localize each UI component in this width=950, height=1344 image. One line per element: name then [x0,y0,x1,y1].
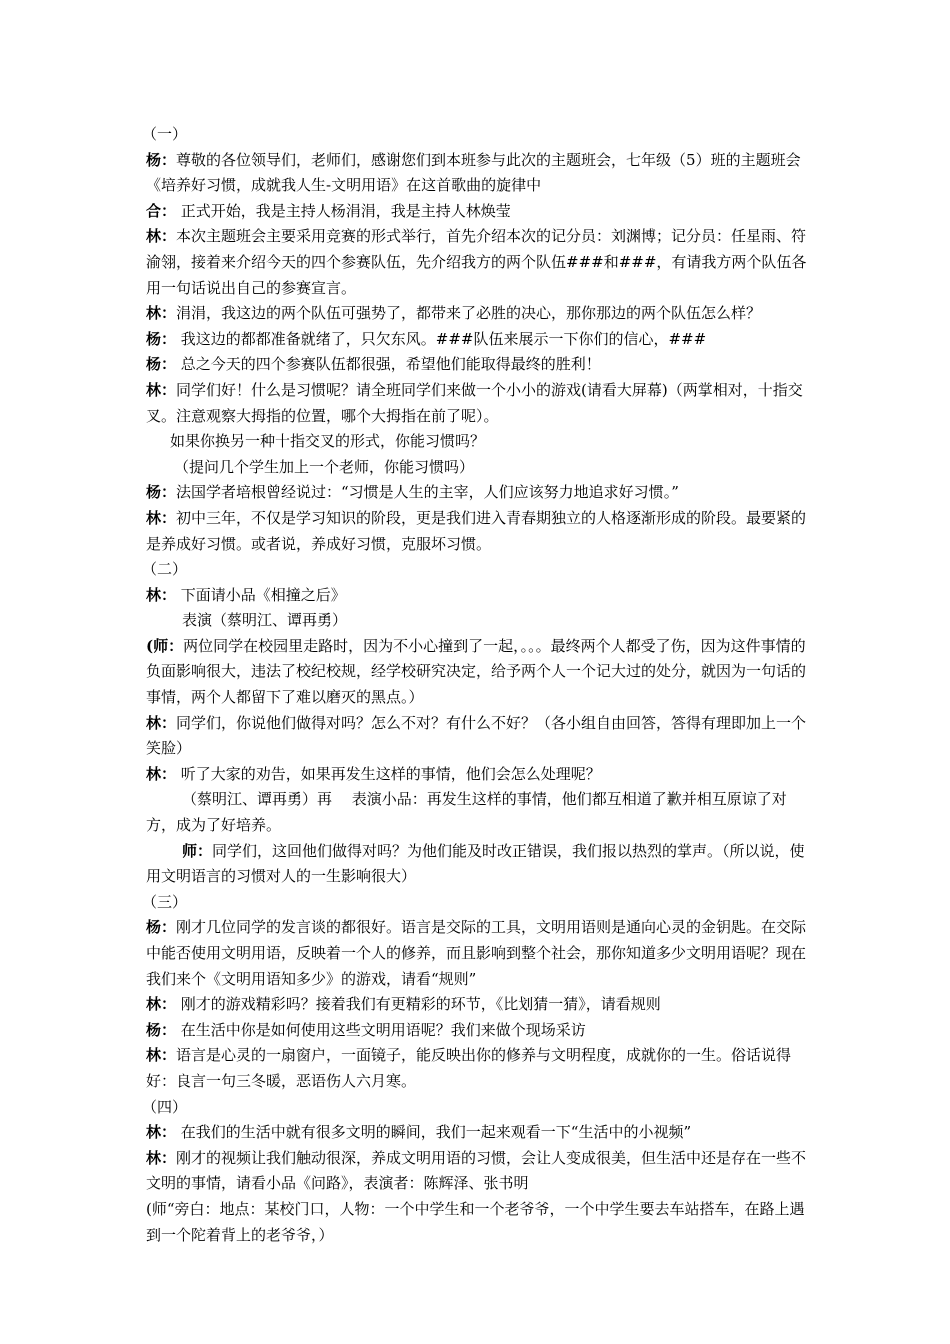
paragraph-text: 同学们，这回他们做得对吗？为他们能及时改正错误，我们报以热烈的掌声。（所以说，使用文明语言的习惯对人的一生影响很大） [146,841,805,886]
paragraph [146,480,814,506]
paragraph-text: （二） [142,560,188,579]
paragraph-text: 本次主题班会主要采用竞赛的形式举行，首先介绍本次的记分员：刘渊博；记分员：任星雨、符渝翎，接着来介绍今天的四个参赛队伍，先介绍我方的两个队伍###和###，有请我方两个队伍各用一句话说出自己的参赛宣言。 [146,227,807,297]
speaker-label: 林： [146,304,177,323]
speaker-label: 杨： [146,355,177,374]
paragraph-text: （提问几个学生加上一个老师，你能习惯吗） [174,457,475,476]
paragraph-text: 尊敬的各位领导们，老师们，感谢您们到本班参与此次的主题班会，七年级（5）班的主题班会《培养好习惯，成就我人生-文明用语》在这首歌曲的旋律中 [146,150,801,195]
speaker-label: 杨： [146,918,177,937]
speaker-label: 林： [146,995,177,1014]
paragraph-text: 同学们，你说他们做得对吗？怎么不对？有什么不好？（各小组自由回答，答得有理即加上一个笑脸） [146,713,807,758]
paragraph [146,634,814,711]
paragraph [142,122,814,148]
paragraph [146,787,814,838]
paragraph-text: 刚才几位同学的发言谈的都很好。语言是交际的工具，文明用语则是通向心灵的金钥匙。在交际中能否使用文明用语，反映着一个人的修养，而且影响到整个社会，那你知道多少文明用语呢？现在我们来个《文明用语知多少》的游戏，请看“规则” [146,918,807,988]
paragraph [142,1095,814,1121]
paragraph-text: （一） [142,125,188,143]
speaker-label: 杨： [146,483,177,502]
paragraph [142,557,814,583]
paragraph-text: （四） [142,1097,188,1116]
paragraph [146,1197,814,1248]
paragraph-text: 在我们的生活中就有很多文明的瞬间，我们一起来观看一下“生活中的小视频” [176,1123,692,1142]
paragraph [146,429,814,455]
speaker-label: 合： [146,201,177,220]
speaker-label: 林： [146,508,177,527]
speaker-label: 林： [146,227,177,246]
paragraph [146,1018,814,1044]
paragraph-text: （蔡明江、谭再勇）再 表演小品：再发生这样的事情，他们都互相道了歉并相互原谅了对方，成为了好培养。 [146,790,787,835]
paragraph-text: 如果你换另一种十指交叉的形式，你能习惯吗？ [170,432,486,451]
paragraph-text: 两位同学在校园里走路时，因为不小心撞到了一起，。。。最终两个人都受了伤，因为这件事情的负面影响很大，违法了校纪校规，经学校研究决定，给予两个人一个记大过的处分，就因为一句话的事情，两个人都留下了难以磨灭的黑点。） [146,636,807,707]
speaker-label: 林： [146,764,177,783]
speaker-label: 林： [146,1148,177,1167]
paragraph-text: 下面请小品《相撞之后》 [176,585,346,604]
paragraph [146,148,814,199]
speaker-label: 林： [146,380,177,399]
speaker-label: 林： [146,1046,177,1065]
paragraph-text: 总之今天的四个参赛队伍都很强，希望他们能取得最终的胜利！ [176,355,601,374]
paragraph [146,1043,814,1094]
paragraph [146,455,814,481]
paragraph [146,915,814,992]
paragraph [146,378,814,429]
paragraph [146,199,814,225]
paragraph-text: 同学们好！什么是习惯呢？请全班同学们来做一个小小的游戏(请看大屏幕)（两掌相对，十指交叉。注意观察大拇指的位置，哪个大拇指在前了呢）。 [146,380,803,425]
paragraph-text: 正式开始，我是主持人杨涓涓，我是主持人林焕莹 [176,201,511,220]
speaker-label: 师： [182,841,213,860]
paragraph-text: 在生活中你是如何使用这些文明用语呢？我们来做个现场采访 [176,1020,586,1039]
speaker-label: 林： [146,713,177,732]
paragraph-text: 听了大家的劝告，如果再发生这样的事情，他们会怎么处理呢？ [176,764,601,783]
paragraph [146,352,814,378]
paragraph [146,327,814,353]
paragraph [146,583,814,609]
paragraph [146,301,814,327]
paragraph-text: 我这边的都都准备就绪了，只欠东风。###队伍来展示一下你们的信心，### [176,329,707,348]
speaker-label: 杨： [146,150,177,169]
speaker-label: 林： [146,585,177,604]
speaker-label: 林： [146,1123,177,1142]
paragraph-text: 法国学者培根曾经说过：“习惯是人生的主宰，人们应该努力地追求好习惯。” [176,483,679,502]
paragraph [146,608,814,634]
paragraph-text: 刚才的游戏精彩吗？接着我们有更精彩的环节，《比划猜一猜》，请看规则 [176,995,661,1014]
speaker-label: 杨： [146,1020,177,1039]
paragraph [142,890,814,916]
speaker-label: (师： [146,636,184,655]
speaker-label: 杨： [146,329,177,348]
paragraph [146,762,814,788]
paragraph-text: (师“旁白：地点：某校门口，人物：一个中学生和一个老爷爷，一个中学生要去车站搭车，在路上遇到一个陀着背上的老爷爷，） [146,1199,805,1244]
paragraph-text: 刚才的视频让我们触动很深，养成文明用语的习惯，会让人变成很美，但生活中还是存在一些不文明的事情，请看小品《问路》，表演者：陈辉泽、张书明 [146,1148,807,1193]
paragraph [146,839,814,890]
paragraph [146,1120,814,1146]
paragraph [146,1146,814,1197]
paragraph-text: 表演（蔡明江、谭再勇） [182,611,348,630]
paragraph [146,711,814,762]
paragraph [146,224,814,301]
paragraph [146,992,814,1018]
paragraph-text: （三） [142,892,188,911]
paragraph-text: 涓涓，我这边的两个队伍可强势了，都带来了必胜的决心，那你那边的两个队伍怎么样？ [176,304,762,323]
paragraph-text: 初中三年，不仅是学习知识的阶段，更是我们进入青春期独立的人格逐渐形成的阶段。最要紧的是养成好习惯。或者说，养成好习惯，克服坏习惯。 [146,508,807,553]
document-body [142,122,814,1248]
paragraph-text: 语言是心灵的一扇窗户，一面镜子，能反映出你的修养与文明程度，成就你的一生。俗话说得好：良言一句三冬暖，恶语伤人六月寒。 [146,1046,792,1090]
paragraph [146,506,814,557]
